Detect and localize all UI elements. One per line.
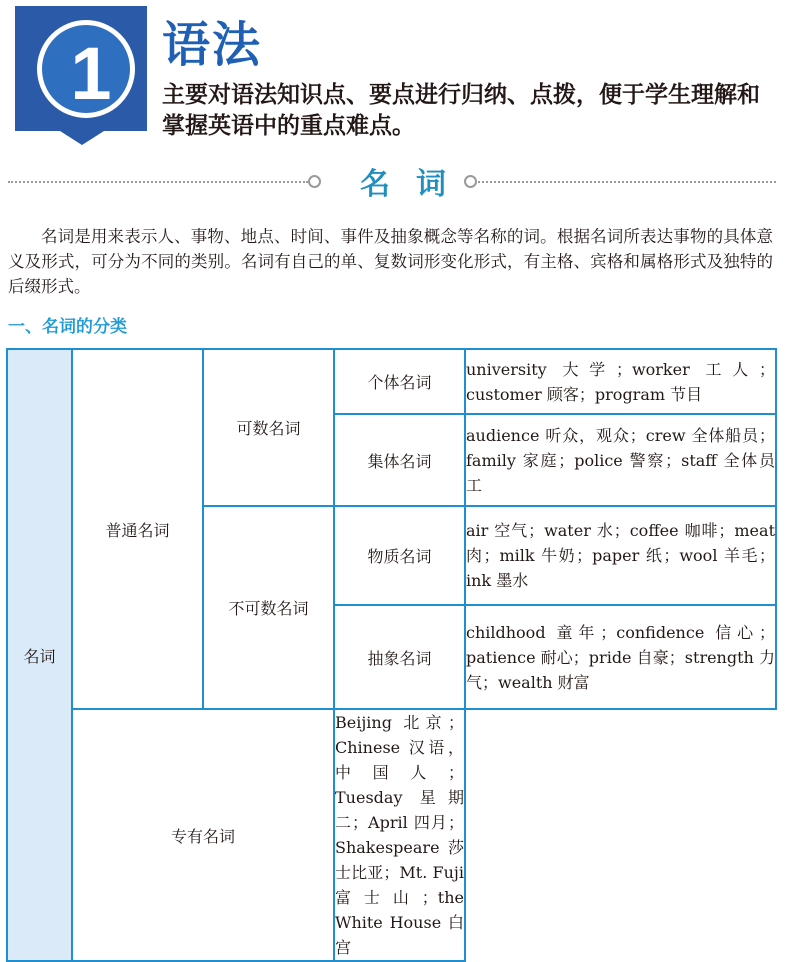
proper-noun-label: 专有名词 xyxy=(72,709,334,961)
material-noun-label: 物质名词 xyxy=(334,506,465,605)
subsection-title: 一、名词的分类 xyxy=(8,317,127,337)
root-cell: 名词 xyxy=(7,349,72,961)
badge-pointer xyxy=(60,131,104,145)
common-noun-cell: 普通名词 xyxy=(72,349,203,709)
page-title: 语法 xyxy=(162,17,263,73)
individual-noun-label: 个体名词 xyxy=(334,349,465,414)
proper-noun-examples: Beijing 北京；Chinese 汉语，中国人；Tuesday 星期二；April 四月；Shakespeare 莎士比亚；Mt. Fuji 富士山；the White House 白宫 xyxy=(334,709,465,961)
chapter-number: 1 xyxy=(70,32,112,115)
page-subtitle: 主要对语法知识点、要点进行归纳、点拨，便于学生理解和掌握英语中的重点难点。 xyxy=(162,82,760,139)
collective-noun-examples: audience 听众，观众；crew 全体船员；family 家庭；police 警察；staff 全体员工 xyxy=(465,414,776,506)
intro-paragraph xyxy=(8,224,773,299)
chapter-badge xyxy=(15,6,147,131)
noun-classification-table xyxy=(6,348,777,962)
collective-noun-label: 集体名词 xyxy=(334,414,465,506)
material-noun-examples: air 空气；water 水；coffee 咖啡；meat 肉；milk 牛奶；paper 纸；wool 羊毛；ink 墨水 xyxy=(465,506,776,605)
countable-noun-cell: 可数名词 xyxy=(203,349,334,506)
intro-paragraph-text: 名词是用来表示人、事物、地点、时间、事件及抽象概念等名称的词。根据名词所表达事物的具体意义及形式，可分为不同的类别。名词有自己的单、复数词形变化形式，有主格、宾格和属格形式及独特的后缀形式。 xyxy=(8,227,773,296)
uncountable-noun-cell: 不可数名词 xyxy=(203,506,334,709)
abstract-noun-label: 抽象名词 xyxy=(334,605,465,709)
abstract-noun-examples: childhood 童年；confidence 信心；patience 耐心；pride 自豪；strength 力气；wealth 财富 xyxy=(465,605,776,709)
badge-circle xyxy=(37,20,135,118)
individual-noun-examples: university 大学；worker 工人；customer 顾客；program 节目 xyxy=(465,349,776,414)
section-title: 名词 xyxy=(360,167,472,202)
divider-line-left xyxy=(8,181,308,183)
divider-line-right xyxy=(478,181,776,183)
